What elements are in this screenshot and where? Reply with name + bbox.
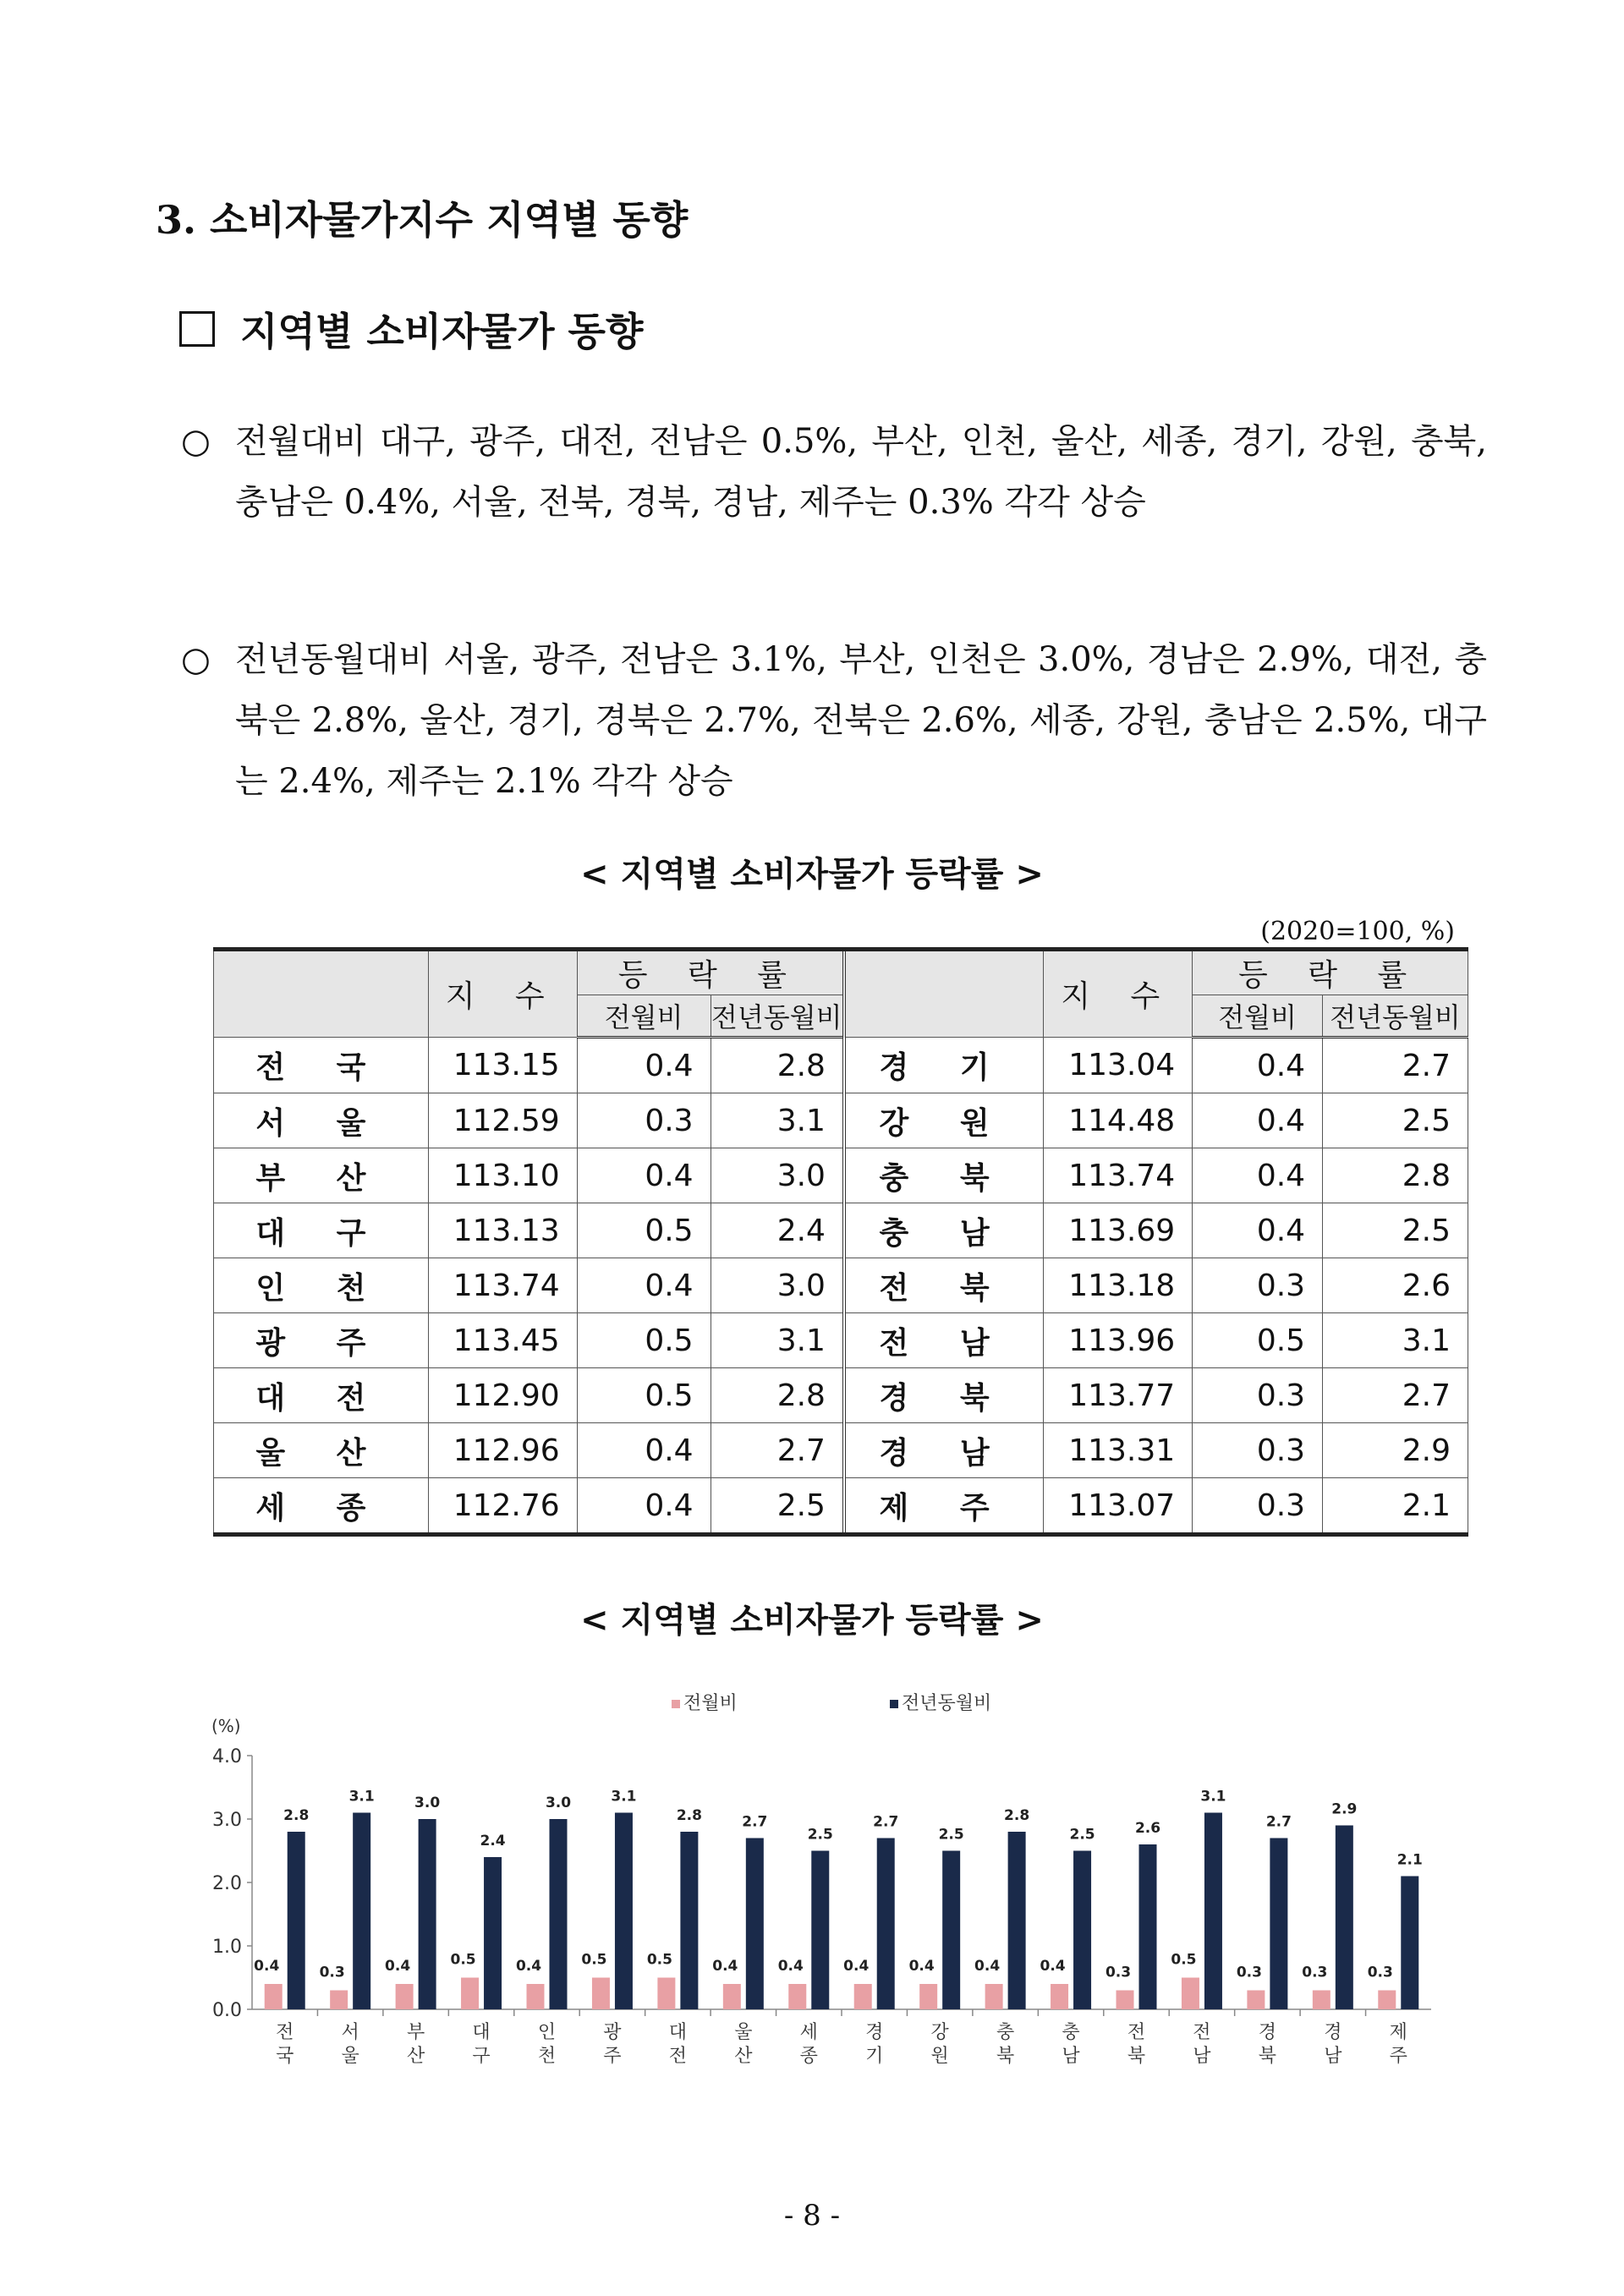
data-label: 2.7 bbox=[873, 1813, 899, 1831]
yoy-cell: 2.6 bbox=[1323, 1258, 1468, 1313]
yoy-cell: 2.8 bbox=[1323, 1148, 1468, 1203]
header-rate: 등 락 률 bbox=[577, 950, 844, 995]
bar-mom bbox=[985, 1984, 1003, 2009]
data-label: 2.8 bbox=[1004, 1807, 1030, 1824]
x-tick-label: 산 bbox=[734, 2046, 753, 2067]
mom-cell: 0.4 bbox=[577, 1258, 710, 1313]
data-label: 0.4 bbox=[254, 1958, 280, 1975]
region-cell: 충 남 bbox=[844, 1203, 1044, 1258]
index-cell: 113.45 bbox=[428, 1313, 577, 1368]
bullet-text: 전월대비 대구, 광주, 대전, 전남은 0.5%, 부산, 인천, 울산, 세종, 경기, 강원, 충북, 충남은 0.4%, 서울, 전북, 경북, 경남, 제주는 0.3% 각각 상승 bbox=[235, 422, 1487, 522]
x-tick-label: 전 bbox=[1193, 2022, 1211, 2043]
bar-mom bbox=[919, 1984, 937, 2009]
data-label: 0.4 bbox=[974, 1958, 1001, 1975]
bar-yoy bbox=[1204, 1813, 1222, 2010]
bar-mom bbox=[265, 1984, 283, 2009]
header-yoy: 전년동월비 bbox=[1323, 995, 1468, 1038]
yoy-cell: 2.7 bbox=[710, 1423, 844, 1478]
x-tick-label: 주 bbox=[1389, 2046, 1407, 2067]
region-cell: 인 천 bbox=[214, 1258, 429, 1313]
data-label: 0.4 bbox=[385, 1958, 411, 1975]
circle-bullet-icon: ○ bbox=[181, 640, 211, 679]
circle-bullet-icon: ○ bbox=[181, 422, 211, 461]
bar-yoy bbox=[680, 1832, 698, 2009]
region-cell: 경 남 bbox=[844, 1423, 1044, 1478]
sub-title-text: 지역별 소비자물가 동향 bbox=[240, 309, 644, 354]
data-label: 0.4 bbox=[908, 1958, 935, 1975]
x-tick-label: 북 bbox=[1127, 2046, 1146, 2067]
yoy-cell: 3.1 bbox=[1323, 1313, 1468, 1368]
x-tick-label: 울 bbox=[341, 2046, 359, 2067]
section-title: 3. 소비자물가지수 지역별 동향 bbox=[156, 197, 689, 243]
index-cell: 112.90 bbox=[428, 1368, 577, 1423]
x-tick-label: 북 bbox=[996, 2046, 1015, 2067]
data-label: 2.8 bbox=[283, 1807, 310, 1824]
data-label: 0.4 bbox=[777, 1958, 804, 1975]
yoy-cell: 3.1 bbox=[710, 1093, 844, 1148]
data-label: 3.1 bbox=[348, 1788, 375, 1806]
yoy-cell: 2.8 bbox=[710, 1368, 844, 1423]
x-tick-label: 남 bbox=[1324, 2046, 1342, 2067]
yoy-cell: 3.1 bbox=[710, 1313, 844, 1368]
bar-yoy bbox=[353, 1813, 370, 2010]
data-label: 0.3 bbox=[1236, 1964, 1262, 1981]
bar-mom bbox=[396, 1984, 414, 2009]
mom-cell: 0.3 bbox=[1193, 1258, 1323, 1313]
data-label: 0.4 bbox=[515, 1958, 542, 1975]
legend-label: 전월비 bbox=[683, 1693, 738, 1714]
mom-cell: 0.3 bbox=[1193, 1423, 1323, 1478]
yoy-cell: 2.1 bbox=[1323, 1478, 1468, 1535]
region-cell: 부 산 bbox=[214, 1148, 429, 1203]
x-tick-label: 구 bbox=[472, 2046, 491, 2067]
bar-yoy bbox=[1008, 1832, 1026, 2009]
x-tick-label: 충 bbox=[1062, 2022, 1080, 2043]
region-cell: 대 전 bbox=[214, 1368, 429, 1423]
chart-caption: < 지역별 소비자물가 등락률 > bbox=[580, 1600, 1044, 1640]
region-cell: 서 울 bbox=[214, 1093, 429, 1148]
x-tick-label: 기 bbox=[865, 2046, 884, 2067]
x-tick-label: 북 bbox=[1258, 2046, 1277, 2067]
x-tick-label: 제 bbox=[1389, 2022, 1407, 2043]
mom-cell: 0.3 bbox=[1193, 1478, 1323, 1535]
y-tick-label: 0.0 bbox=[212, 2000, 242, 2021]
data-label: 3.0 bbox=[545, 1795, 572, 1811]
index-cell: 112.96 bbox=[428, 1423, 577, 1478]
yoy-cell: 2.5 bbox=[710, 1478, 844, 1535]
index-cell: 113.18 bbox=[1044, 1258, 1193, 1313]
bar-mom bbox=[1378, 1991, 1396, 2010]
region-cell: 세 종 bbox=[214, 1478, 429, 1535]
bar-yoy bbox=[1073, 1851, 1091, 2010]
x-tick-label: 남 bbox=[1193, 2046, 1211, 2067]
data-label: 2.7 bbox=[1265, 1813, 1292, 1831]
x-tick-label: 전 bbox=[668, 2046, 688, 2067]
bar-mom bbox=[723, 1984, 741, 2009]
y-tick-label: 2.0 bbox=[212, 1873, 242, 1894]
bar-yoy bbox=[419, 1819, 436, 2009]
data-label: 2.8 bbox=[676, 1807, 702, 1824]
mom-cell: 0.5 bbox=[1193, 1313, 1323, 1368]
y-tick-label: 3.0 bbox=[212, 1810, 242, 1831]
mom-cell: 0.3 bbox=[1193, 1368, 1323, 1423]
yoy-cell: 3.0 bbox=[710, 1148, 844, 1203]
legend-swatch bbox=[890, 1700, 898, 1708]
bar-yoy bbox=[811, 1851, 829, 2010]
x-tick-label: 전 bbox=[276, 2022, 294, 2043]
mom-cell: 0.4 bbox=[577, 1148, 710, 1203]
table-row bbox=[214, 1478, 1468, 1535]
header-mom: 전월비 bbox=[1193, 995, 1323, 1038]
header-index: 지 수 bbox=[428, 950, 577, 1038]
header-blank bbox=[214, 950, 429, 1038]
x-tick-label: 원 bbox=[930, 2046, 949, 2067]
x-tick-label: 충 bbox=[996, 2022, 1015, 2043]
table-caption: < 지역별 소비자물가 등락률 > bbox=[580, 854, 1044, 894]
region-cell: 충 북 bbox=[844, 1148, 1044, 1203]
index-cell: 113.96 bbox=[1044, 1313, 1193, 1368]
index-cell: 114.48 bbox=[1044, 1093, 1193, 1148]
data-label: 0.3 bbox=[1105, 1964, 1132, 1981]
yoy-cell: 2.5 bbox=[1323, 1093, 1468, 1148]
mom-cell: 0.4 bbox=[1193, 1038, 1323, 1093]
bar-yoy bbox=[877, 1838, 895, 2010]
table-row bbox=[214, 1258, 1468, 1313]
bar-mom bbox=[1313, 1991, 1330, 2010]
bar-yoy bbox=[484, 1857, 502, 2009]
yoy-cell: 2.7 bbox=[1323, 1038, 1468, 1093]
bar-mom bbox=[461, 1978, 479, 2010]
region-cell: 대 구 bbox=[214, 1203, 429, 1258]
bullet-text: 전년동월대비 서울, 광주, 전남은 3.1%, 부산, 인천은 3.0%, 경남은 2.9%, 대전, 충북은 2.8%, 울산, 경기, 경북은 2.7%, 전북은 2.6%, 세종, 강원, 충남은 2.5%, 대구는 2.4%, 제주는 2.1% 각각 상승 bbox=[235, 640, 1487, 801]
table-row bbox=[214, 1203, 1468, 1258]
header-rate: 등 락 률 bbox=[1193, 950, 1468, 995]
table-row bbox=[214, 1423, 1468, 1478]
data-label: 0.4 bbox=[1040, 1958, 1066, 1975]
x-tick-label: 산 bbox=[406, 2046, 425, 2067]
data-label: 0.4 bbox=[712, 1958, 738, 1975]
checkbox-square-icon bbox=[179, 311, 215, 347]
x-tick-label: 국 bbox=[276, 2046, 294, 2067]
bar-yoy bbox=[615, 1813, 633, 2010]
region-cell: 광 주 bbox=[214, 1313, 429, 1368]
region-cell: 전 북 bbox=[844, 1258, 1044, 1313]
mom-cell: 0.4 bbox=[1193, 1148, 1323, 1203]
data-label: 0.5 bbox=[581, 1951, 607, 1969]
table-row bbox=[214, 1093, 1468, 1148]
yoy-cell: 2.4 bbox=[710, 1203, 844, 1258]
data-label: 2.9 bbox=[1331, 1800, 1358, 1818]
bar-mom bbox=[592, 1978, 610, 2010]
x-tick-label: 천 bbox=[537, 2046, 557, 2067]
data-label: 3.1 bbox=[611, 1788, 637, 1806]
regional-rates-table bbox=[213, 947, 1468, 1537]
index-cell: 113.77 bbox=[1044, 1368, 1193, 1423]
x-tick-label: 대 bbox=[472, 2022, 491, 2043]
data-label: 0.3 bbox=[1367, 1964, 1393, 1981]
x-tick-label: 경 bbox=[1258, 2022, 1277, 2043]
x-tick-label: 광 bbox=[603, 2022, 622, 2043]
bar-yoy bbox=[1336, 1826, 1353, 2010]
x-tick-label: 대 bbox=[668, 2022, 688, 2043]
mom-cell: 0.4 bbox=[1193, 1203, 1323, 1258]
header-blank bbox=[844, 950, 1044, 1038]
mom-cell: 0.3 bbox=[577, 1093, 710, 1148]
mom-cell: 0.4 bbox=[577, 1423, 710, 1478]
yoy-cell: 3.0 bbox=[710, 1258, 844, 1313]
data-label: 2.4 bbox=[480, 1833, 506, 1849]
data-label: 0.3 bbox=[319, 1964, 345, 1981]
mom-cell: 0.5 bbox=[577, 1313, 710, 1368]
data-label: 3.0 bbox=[414, 1795, 441, 1811]
index-cell: 113.69 bbox=[1044, 1203, 1193, 1258]
table-row bbox=[214, 1368, 1468, 1423]
data-label: 2.5 bbox=[807, 1826, 833, 1844]
table-row bbox=[214, 1148, 1468, 1203]
mom-cell: 0.5 bbox=[577, 1368, 710, 1423]
bar-yoy bbox=[746, 1838, 764, 2010]
data-label: 0.5 bbox=[646, 1951, 672, 1969]
x-tick-label: 인 bbox=[537, 2022, 557, 2043]
yoy-cell: 2.5 bbox=[1323, 1203, 1468, 1258]
bar-mom bbox=[657, 1978, 675, 2010]
table-row bbox=[214, 1313, 1468, 1368]
index-cell: 113.74 bbox=[428, 1258, 577, 1313]
x-tick-label: 세 bbox=[799, 2022, 818, 2043]
data-label: 0.5 bbox=[1171, 1951, 1197, 1969]
data-label: 0.3 bbox=[1302, 1964, 1328, 1981]
y-tick-label: 1.0 bbox=[212, 1937, 242, 1958]
data-label: 2.6 bbox=[1134, 1820, 1161, 1837]
y-tick-label: 4.0 bbox=[212, 1746, 242, 1767]
data-label: 0.4 bbox=[843, 1958, 870, 1975]
mom-cell: 0.4 bbox=[577, 1478, 710, 1535]
region-cell: 경 북 bbox=[844, 1368, 1044, 1423]
region-cell: 제 주 bbox=[844, 1478, 1044, 1535]
index-cell: 113.15 bbox=[428, 1038, 577, 1093]
bar-yoy bbox=[288, 1832, 305, 2009]
header-mom: 전월비 bbox=[577, 995, 710, 1038]
yoy-cell: 2.9 bbox=[1323, 1423, 1468, 1478]
sub-title bbox=[179, 301, 643, 357]
mom-cell: 0.4 bbox=[1193, 1093, 1323, 1148]
x-tick-label: 전 bbox=[1127, 2022, 1146, 2043]
x-tick-label: 주 bbox=[603, 2046, 622, 2067]
index-cell: 113.10 bbox=[428, 1148, 577, 1203]
regional-bar-chart bbox=[186, 1683, 1455, 2106]
bar-mom bbox=[854, 1984, 872, 2009]
index-cell: 113.74 bbox=[1044, 1148, 1193, 1203]
index-cell: 113.31 bbox=[1044, 1423, 1193, 1478]
bar-mom bbox=[1247, 1991, 1265, 2010]
data-label: 0.5 bbox=[450, 1951, 476, 1969]
x-tick-label: 강 bbox=[930, 2022, 949, 2043]
bar-yoy bbox=[942, 1851, 960, 2010]
yoy-cell: 2.8 bbox=[710, 1038, 844, 1093]
region-cell: 경 기 bbox=[844, 1038, 1044, 1093]
data-label: 2.1 bbox=[1396, 1851, 1423, 1869]
region-cell: 울 산 bbox=[214, 1423, 429, 1478]
yoy-cell: 2.7 bbox=[1323, 1368, 1468, 1423]
bar-yoy bbox=[550, 1819, 568, 2009]
x-tick-label: 경 bbox=[865, 2022, 884, 2043]
bar-mom bbox=[527, 1984, 545, 2009]
mom-cell: 0.4 bbox=[577, 1038, 710, 1093]
bar-mom bbox=[1182, 1978, 1199, 2010]
x-tick-label: 종 bbox=[799, 2046, 818, 2067]
bar-mom bbox=[330, 1991, 348, 2010]
bar-mom bbox=[788, 1984, 806, 2009]
header-yoy: 전년동월비 bbox=[710, 995, 844, 1038]
bar-mom bbox=[1116, 1991, 1134, 2010]
legend-label: 전년동월비 bbox=[902, 1693, 992, 1714]
index-cell: 113.13 bbox=[428, 1203, 577, 1258]
region-cell: 전 남 bbox=[844, 1313, 1044, 1368]
index-cell: 112.76 bbox=[428, 1478, 577, 1535]
region-cell: 전 국 bbox=[214, 1038, 429, 1093]
index-cell: 112.59 bbox=[428, 1093, 577, 1148]
x-tick-label: 서 bbox=[341, 2022, 359, 2043]
data-label: 2.5 bbox=[938, 1826, 964, 1844]
page-number: - 8 - bbox=[783, 2199, 841, 2233]
mom-cell: 0.5 bbox=[577, 1203, 710, 1258]
table-unit: (2020=100, %) bbox=[1260, 917, 1455, 946]
bar-yoy bbox=[1401, 1877, 1418, 2010]
x-tick-label: 울 bbox=[734, 2022, 753, 2043]
x-tick-label: 남 bbox=[1062, 2046, 1080, 2067]
bar-yoy bbox=[1139, 1844, 1157, 2009]
table-row bbox=[214, 1038, 1468, 1093]
index-cell: 113.07 bbox=[1044, 1478, 1193, 1535]
data-label: 3.1 bbox=[1200, 1788, 1226, 1806]
header-index: 지 수 bbox=[1044, 950, 1193, 1038]
data-label: 2.5 bbox=[1069, 1826, 1095, 1844]
y-axis-label: (%) bbox=[211, 1716, 241, 1736]
x-tick-label: 부 bbox=[406, 2022, 425, 2043]
data-label: 2.7 bbox=[742, 1813, 768, 1831]
bar-mom bbox=[1051, 1984, 1068, 2009]
x-tick-label: 경 bbox=[1324, 2022, 1342, 2043]
legend-swatch bbox=[672, 1700, 680, 1708]
index-cell: 113.04 bbox=[1044, 1038, 1193, 1093]
region-cell: 강 원 bbox=[844, 1093, 1044, 1148]
bar-yoy bbox=[1270, 1838, 1287, 2010]
